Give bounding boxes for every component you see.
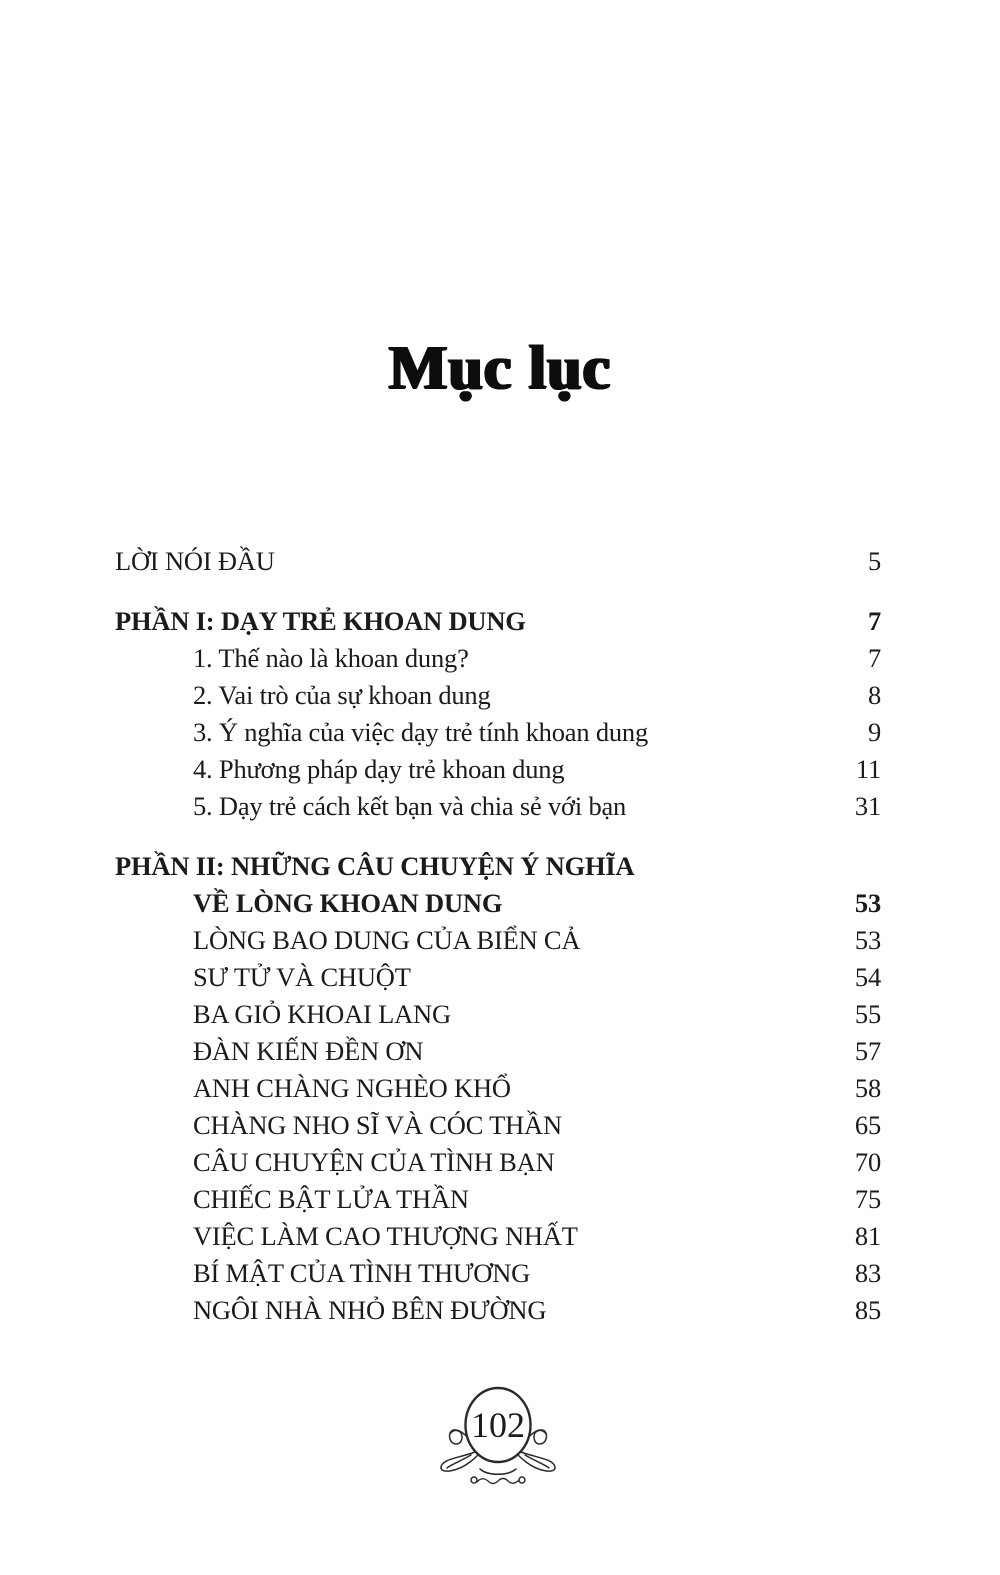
toc-entry-label-line: SƯ TỬ VÀ CHUỘT xyxy=(193,962,411,992)
toc-entry-page-number: 81 xyxy=(854,1221,881,1251)
toc-entry-row xyxy=(115,922,881,959)
toc-entry-row xyxy=(115,1255,881,1292)
toc-entry-row xyxy=(115,788,881,825)
toc-entry-page-number: 55 xyxy=(854,999,881,1029)
toc-entry-page-number: 54 xyxy=(854,962,881,992)
toc-entry-label-line: 1. Thế nào là khoan dung? xyxy=(193,643,469,673)
toc-entry-page-number: 75 xyxy=(854,1184,881,1214)
toc-entry-label xyxy=(115,640,469,677)
toc-entry-label xyxy=(115,677,491,714)
toc-entry-row xyxy=(115,1181,881,1218)
toc-entry-row xyxy=(115,1107,881,1144)
toc-entry-label xyxy=(115,922,580,959)
toc-entry-label xyxy=(115,959,411,996)
toc-entry-label xyxy=(115,751,564,788)
toc-entry-label xyxy=(115,788,626,825)
page-title: Mục lục xyxy=(388,334,612,402)
toc-entry-row xyxy=(115,640,881,677)
toc-entry-row xyxy=(115,714,881,751)
toc-entry-page-number: 53 xyxy=(854,925,881,955)
toc-entry-row xyxy=(115,959,881,996)
toc-entry-page-number: 58 xyxy=(854,1073,881,1103)
toc-entry-label-line: VIỆC LÀM CAO THƯỢNG NHẤT xyxy=(193,1221,578,1251)
footer-page-number: 102 xyxy=(471,1405,525,1445)
toc-entry-label-line: LÒNG BAO DUNG CỦA BIỂN CẢ xyxy=(193,925,581,955)
toc-entry-label xyxy=(115,1218,578,1255)
toc-entry-label xyxy=(115,1255,530,1292)
toc-list xyxy=(115,543,881,1329)
footer-ornament xyxy=(433,1384,563,1492)
toc-entry-label xyxy=(115,848,634,922)
toc-entry-page-number: 7 xyxy=(867,643,881,673)
toc-entry-label xyxy=(115,1033,423,1070)
toc-entry-page-number: 9 xyxy=(867,717,881,747)
toc-entry-row xyxy=(115,1144,881,1181)
toc-entry-page-number: 8 xyxy=(867,680,881,710)
toc-entry-row xyxy=(115,1070,881,1107)
toc-entry-label-line: 3. Ý nghĩa của việc dạy trẻ tính khoan dung xyxy=(193,717,649,747)
toc-entry-row xyxy=(115,1218,881,1255)
toc-entry-page-number: 11 xyxy=(855,754,881,784)
toc-entry-page-number: 7 xyxy=(867,606,881,636)
toc-entry-label-line: VỀ LÒNG KHOAN DUNG xyxy=(193,888,503,918)
toc-entry-page-number: 70 xyxy=(854,1147,881,1177)
toc-entry-label xyxy=(115,1144,555,1181)
toc-entry-label xyxy=(115,543,275,580)
toc-entry-page-number: 31 xyxy=(854,791,881,821)
toc-entry-label-line: 4. Phương pháp dạy trẻ khoan dung xyxy=(193,754,565,784)
toc-entry-row xyxy=(115,1292,881,1329)
toc-entry-page-number: 85 xyxy=(854,1295,881,1325)
toc-entry-label xyxy=(115,1181,469,1218)
toc-entry-page-number: 53 xyxy=(854,888,881,918)
toc-entry-label xyxy=(115,1070,511,1107)
toc-entry-label-line: NGÔI NHÀ NHỎ BÊN ĐƯỜNG xyxy=(193,1295,547,1325)
toc-section-row xyxy=(115,603,881,640)
toc-entry-row xyxy=(115,751,881,788)
toc-entry-label-line: ĐÀN KIẾN ĐỀN ƠN xyxy=(193,1036,424,1066)
toc-entry-row xyxy=(115,677,881,714)
toc-entry-page-number: 57 xyxy=(854,1036,881,1066)
toc-entry-row xyxy=(115,1033,881,1070)
toc-entry-label-line: BA GIỎ KHOAI LANG xyxy=(193,999,451,1029)
toc-entry-label xyxy=(115,603,526,640)
toc-entry-label-line: 5. Dạy trẻ cách kết bạn và chia sẻ với bạn xyxy=(193,791,627,821)
toc-entry-label xyxy=(115,1292,546,1329)
toc-entry-page-number: 83 xyxy=(854,1258,881,1288)
toc-entry-row xyxy=(115,996,881,1033)
toc-entry-label-line: PHẦN II: NHỮNG CÂU CHUYỆN Ý NGHĨA xyxy=(115,851,635,881)
toc-entry-label-line: CHIẾC BẬT LỬA THẦN xyxy=(193,1184,469,1214)
toc-entry-label-line: CÂU CHUYỆN CỦA TÌNH BẠN xyxy=(193,1147,555,1177)
toc-entry-label-line: LỜI NÓI ĐẦU xyxy=(115,546,275,576)
toc-entry-row xyxy=(115,543,881,580)
toc-entry-label xyxy=(115,714,648,751)
toc-entry-label-line: BÍ MẬT CỦA TÌNH THƯƠNG xyxy=(193,1258,531,1288)
toc-entry-page-number: 65 xyxy=(854,1110,881,1140)
toc-entry-label-line: CHÀNG NHO SĨ VÀ CÓC THẦN xyxy=(193,1110,562,1140)
toc-section-row xyxy=(115,848,881,922)
toc-entry-label xyxy=(115,1107,562,1144)
toc-entry-page-number: 5 xyxy=(867,546,881,576)
toc-entry-label xyxy=(115,996,451,1033)
toc-entry-label-line: 2. Vai trò của sự khoan dung xyxy=(193,680,491,710)
toc-entry-label-line: PHẦN I: DẠY TRẺ KHOAN DUNG xyxy=(115,606,526,636)
toc-entry-label-line: ANH CHÀNG NGHÈO KHỔ xyxy=(193,1073,511,1103)
